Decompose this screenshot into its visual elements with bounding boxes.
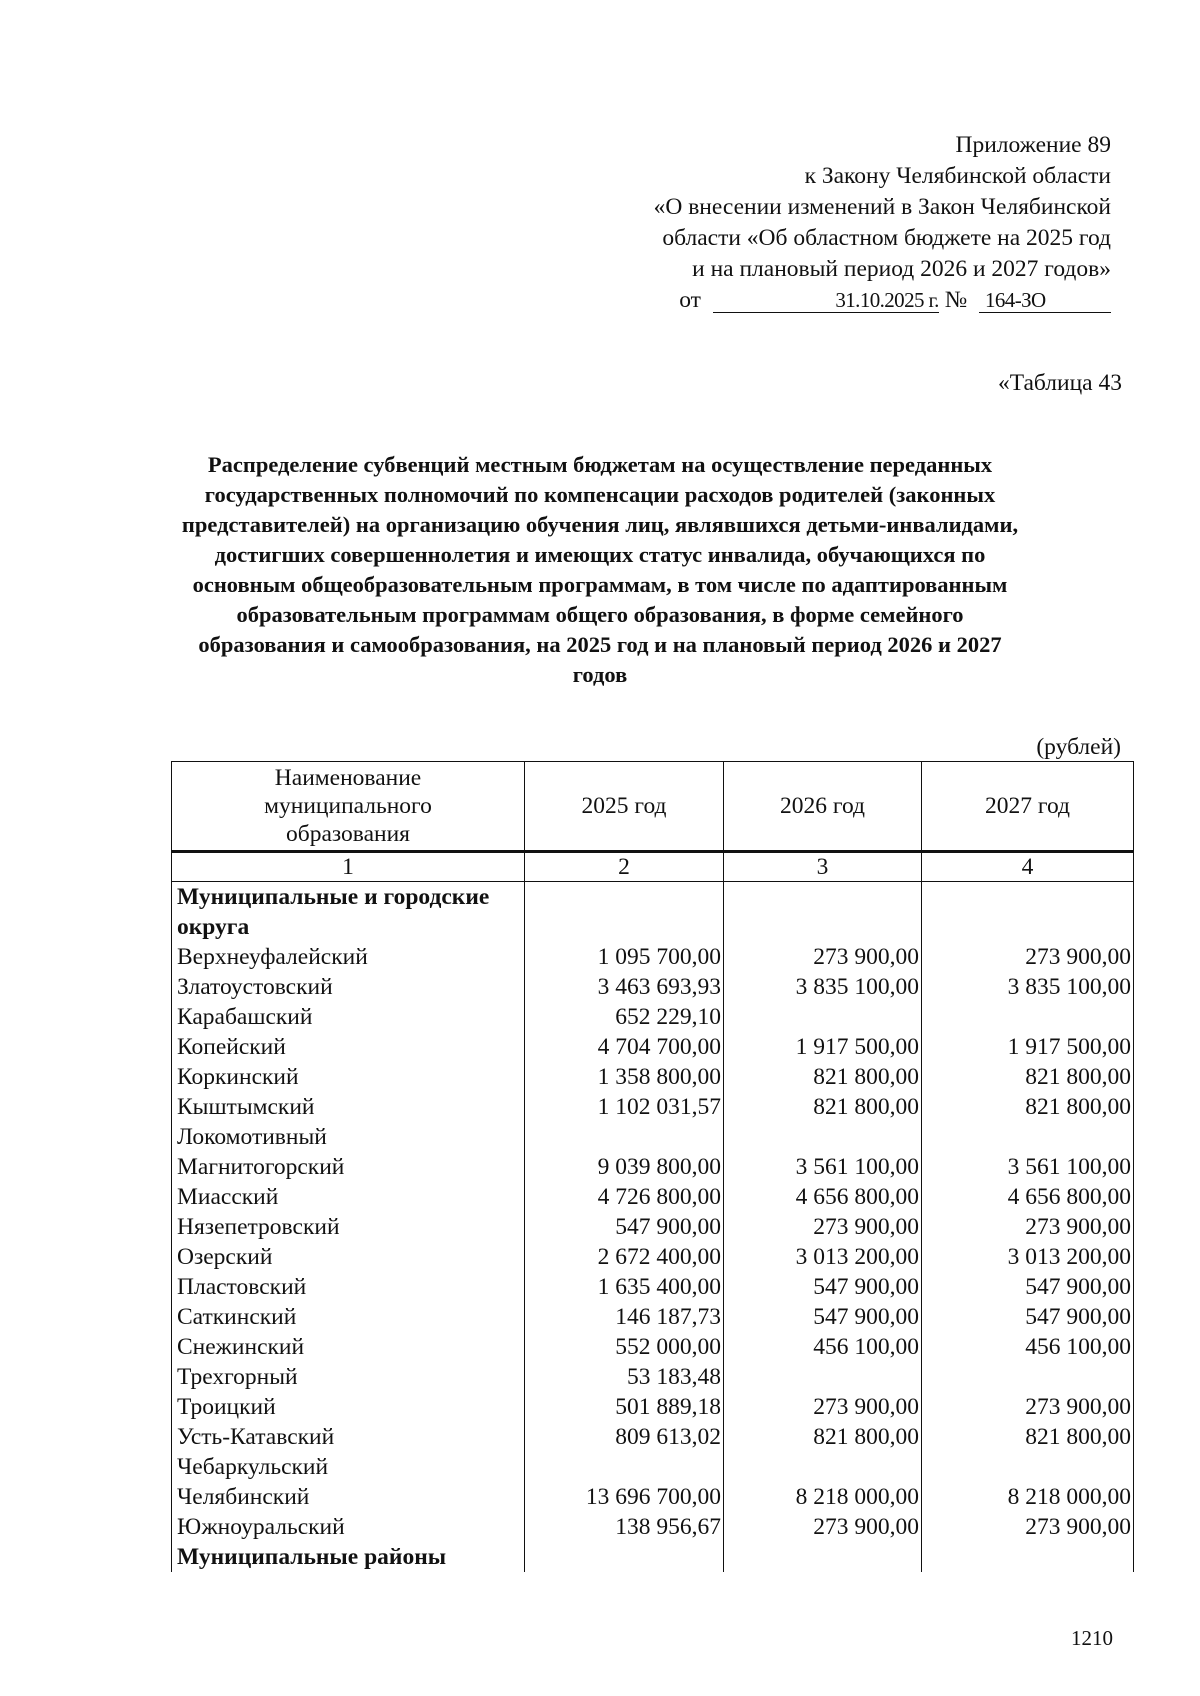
municipality-name-cell: Локомотивный (172, 1122, 525, 1152)
value-2025-cell (525, 882, 724, 943)
value-2026-cell (724, 1002, 922, 1032)
table-row (172, 1272, 1134, 1302)
column-header-2027: 2027 год (922, 762, 1134, 852)
municipality-name-cell: Карабашский (172, 1002, 525, 1032)
municipality-name-cell: Магнитогорский (172, 1152, 525, 1182)
value-2026-cell: 273 900,00 (724, 1512, 922, 1542)
table-row (172, 1092, 1134, 1122)
value-2027-cell: 547 900,00 (922, 1272, 1134, 1302)
column-header-2026: 2026 год (724, 762, 922, 852)
value-2026-cell: 821 800,00 (724, 1422, 922, 1452)
municipality-name-cell: Копейский (172, 1032, 525, 1062)
table-row (172, 1302, 1134, 1332)
column-number: 2 (525, 852, 724, 882)
municipality-name-cell: Озерский (172, 1242, 525, 1272)
value-2027-cell: 273 900,00 (922, 942, 1134, 972)
municipality-name-cell: Муниципальные районы (172, 1542, 525, 1572)
value-2026-cell: 3 835 100,00 (724, 972, 922, 1002)
value-2026-cell: 821 800,00 (724, 1062, 922, 1092)
appendix-line: области «Об областном бюджете на 2025 год (662, 225, 1111, 251)
value-2026-cell: 821 800,00 (724, 1092, 922, 1122)
municipality-name-cell: Верхнеуфалейский (172, 942, 525, 972)
table-header-row (172, 762, 1134, 852)
municipality-name-cell: Троицкий (172, 1392, 525, 1422)
value-2025-cell: 9 039 800,00 (525, 1152, 724, 1182)
date-prefix: от (679, 287, 701, 313)
table-row (172, 1392, 1134, 1422)
value-2026-cell: 8 218 000,00 (724, 1482, 922, 1512)
value-2027-cell: 821 800,00 (922, 1062, 1134, 1092)
appendix-line: «О внесении изменений в Закон Челябинской (653, 194, 1111, 220)
value-2027-cell: 4 656 800,00 (922, 1182, 1134, 1212)
table-row (172, 1062, 1134, 1092)
value-2025-cell: 1 635 400,00 (525, 1272, 724, 1302)
value-2027-cell: 3 013 200,00 (922, 1242, 1134, 1272)
number-prefix: № (944, 287, 968, 313)
table-row (172, 1152, 1134, 1182)
column-header-2025: 2025 год (525, 762, 724, 852)
value-2026-cell: 547 900,00 (724, 1272, 922, 1302)
value-2026-cell: 3 013 200,00 (724, 1242, 922, 1272)
value-2025-cell: 809 613,02 (525, 1422, 724, 1452)
table-row (172, 1422, 1134, 1452)
appendix-header (654, 130, 1111, 316)
value-2025-cell: 4 704 700,00 (525, 1032, 724, 1062)
municipality-name-cell: Муниципальные и городские округа (172, 882, 525, 943)
value-2025-cell: 4 726 800,00 (525, 1182, 724, 1212)
value-2026-cell (724, 1362, 922, 1392)
table-row (172, 1452, 1134, 1482)
municipality-name-cell: Южноуральский (172, 1512, 525, 1542)
units-label: (рублей) (1036, 734, 1121, 760)
municipality-name-cell: Кыштымский (172, 1092, 525, 1122)
municipality-name-cell: Златоустовский (172, 972, 525, 1002)
municipality-name-cell: Челябинский (172, 1482, 525, 1512)
municipality-name-cell: Снежинский (172, 1332, 525, 1362)
table-label: «Таблица 43 (997, 370, 1122, 396)
value-2026-cell: 273 900,00 (724, 1212, 922, 1242)
value-2025-cell (525, 1452, 724, 1482)
municipality-name-cell: Нязепетровский (172, 1212, 525, 1242)
value-2026-cell: 547 900,00 (724, 1302, 922, 1332)
table-row (172, 972, 1134, 1002)
value-2027-cell: 547 900,00 (922, 1302, 1134, 1332)
value-2025-cell (525, 1122, 724, 1152)
value-2027-cell: 1 917 500,00 (922, 1032, 1134, 1062)
municipality-name-cell: Чебаркульский (172, 1452, 525, 1482)
value-2026-cell (724, 1542, 922, 1572)
value-2027-cell (922, 1542, 1134, 1572)
table-row (172, 1332, 1134, 1362)
table-row (172, 1242, 1134, 1272)
value-2027-cell: 273 900,00 (922, 1512, 1134, 1542)
law-number: 164-ЗО (985, 288, 1046, 312)
law-number-field (979, 288, 1111, 313)
value-2026-cell: 1 917 500,00 (724, 1032, 922, 1062)
table-body (172, 882, 1134, 1573)
municipality-name-cell: Трехгорный (172, 1362, 525, 1392)
law-date: 31.10.2025 г. (835, 288, 939, 312)
table-row (172, 1362, 1134, 1392)
value-2027-cell (922, 1122, 1134, 1152)
column-number-row (172, 852, 1134, 882)
value-2025-cell: 1 358 800,00 (525, 1062, 724, 1092)
table-row (172, 1512, 1134, 1542)
value-2026-cell: 456 100,00 (724, 1332, 922, 1362)
appendix-line: к Закону Челябинской области (804, 163, 1111, 189)
value-2027-cell (922, 882, 1134, 943)
value-2027-cell: 3 561 100,00 (922, 1152, 1134, 1182)
value-2025-cell: 547 900,00 (525, 1212, 724, 1242)
value-2027-cell: 273 900,00 (922, 1392, 1134, 1422)
value-2027-cell (922, 1002, 1134, 1032)
municipality-name-cell: Саткинский (172, 1302, 525, 1332)
value-2025-cell: 53 183,48 (525, 1362, 724, 1392)
appendix-line: и на плановый период 2026 и 2027 годов» (692, 256, 1111, 282)
value-2025-cell (525, 1542, 724, 1572)
value-2025-cell: 1 102 031,57 (525, 1092, 724, 1122)
law-date-line (654, 285, 1111, 316)
value-2027-cell: 3 835 100,00 (922, 972, 1134, 1002)
value-2027-cell: 821 800,00 (922, 1422, 1134, 1452)
column-number: 3 (724, 852, 922, 882)
value-2025-cell: 146 187,73 (525, 1302, 724, 1332)
value-2027-cell: 273 900,00 (922, 1212, 1134, 1242)
table-row (172, 1032, 1134, 1062)
law-date-field (713, 288, 939, 313)
value-2025-cell: 13 696 700,00 (525, 1482, 724, 1512)
value-2026-cell: 273 900,00 (724, 1392, 922, 1422)
page-number: 1210 (1071, 1626, 1113, 1650)
table-row (172, 1122, 1134, 1152)
group-header-row (172, 1542, 1134, 1572)
municipality-name-cell: Пластовский (172, 1272, 525, 1302)
value-2025-cell: 138 956,67 (525, 1512, 724, 1542)
value-2026-cell: 273 900,00 (724, 942, 922, 972)
value-2026-cell: 4 656 800,00 (724, 1182, 922, 1212)
value-2025-cell: 501 889,18 (525, 1392, 724, 1422)
municipality-name-cell: Усть-Катавский (172, 1422, 525, 1452)
value-2026-cell: 3 561 100,00 (724, 1152, 922, 1182)
document-title: Распределение субвенций местным бюджетам на осуществление переданных государственных полномочий по компенсации расходов родителей (законных представителей) на организацию обучения лиц, являвшихся детьми-инвалидами, достигших совершеннолетия и имеющих статус инвалида, обучающихся по основным общеобразовательным программам, в том числе по адаптированным образовательным программам общего образования, в форме семейного образования и самообразования, на 2025 год и на плановый период 2026 и 2027 годов (181, 452, 1019, 687)
column-header-name: Наименование муниципального образования (172, 762, 525, 852)
value-2027-cell: 456 100,00 (922, 1332, 1134, 1362)
value-2025-cell: 2 672 400,00 (525, 1242, 724, 1272)
value-2025-cell: 652 229,10 (525, 1002, 724, 1032)
value-2025-cell: 3 463 693,93 (525, 972, 724, 1002)
appendix-line: Приложение 89 (955, 132, 1111, 158)
value-2026-cell (724, 1452, 922, 1482)
subvention-table (171, 761, 1134, 1572)
municipality-name-cell: Миасский (172, 1182, 525, 1212)
column-number: 1 (172, 852, 525, 882)
value-2026-cell (724, 882, 922, 943)
table-row (172, 1002, 1134, 1032)
value-2027-cell (922, 1452, 1134, 1482)
table-row (172, 1182, 1134, 1212)
value-2027-cell: 821 800,00 (922, 1092, 1134, 1122)
value-2027-cell (922, 1362, 1134, 1392)
column-number: 4 (922, 852, 1134, 882)
table-row (172, 942, 1134, 972)
table-row (172, 1482, 1134, 1512)
value-2025-cell: 1 095 700,00 (525, 942, 724, 972)
value-2027-cell: 8 218 000,00 (922, 1482, 1134, 1512)
municipality-name-cell: Коркинский (172, 1062, 525, 1092)
table-row (172, 1212, 1134, 1242)
group-header-row (172, 882, 1134, 943)
value-2026-cell (724, 1122, 922, 1152)
value-2025-cell: 552 000,00 (525, 1332, 724, 1362)
